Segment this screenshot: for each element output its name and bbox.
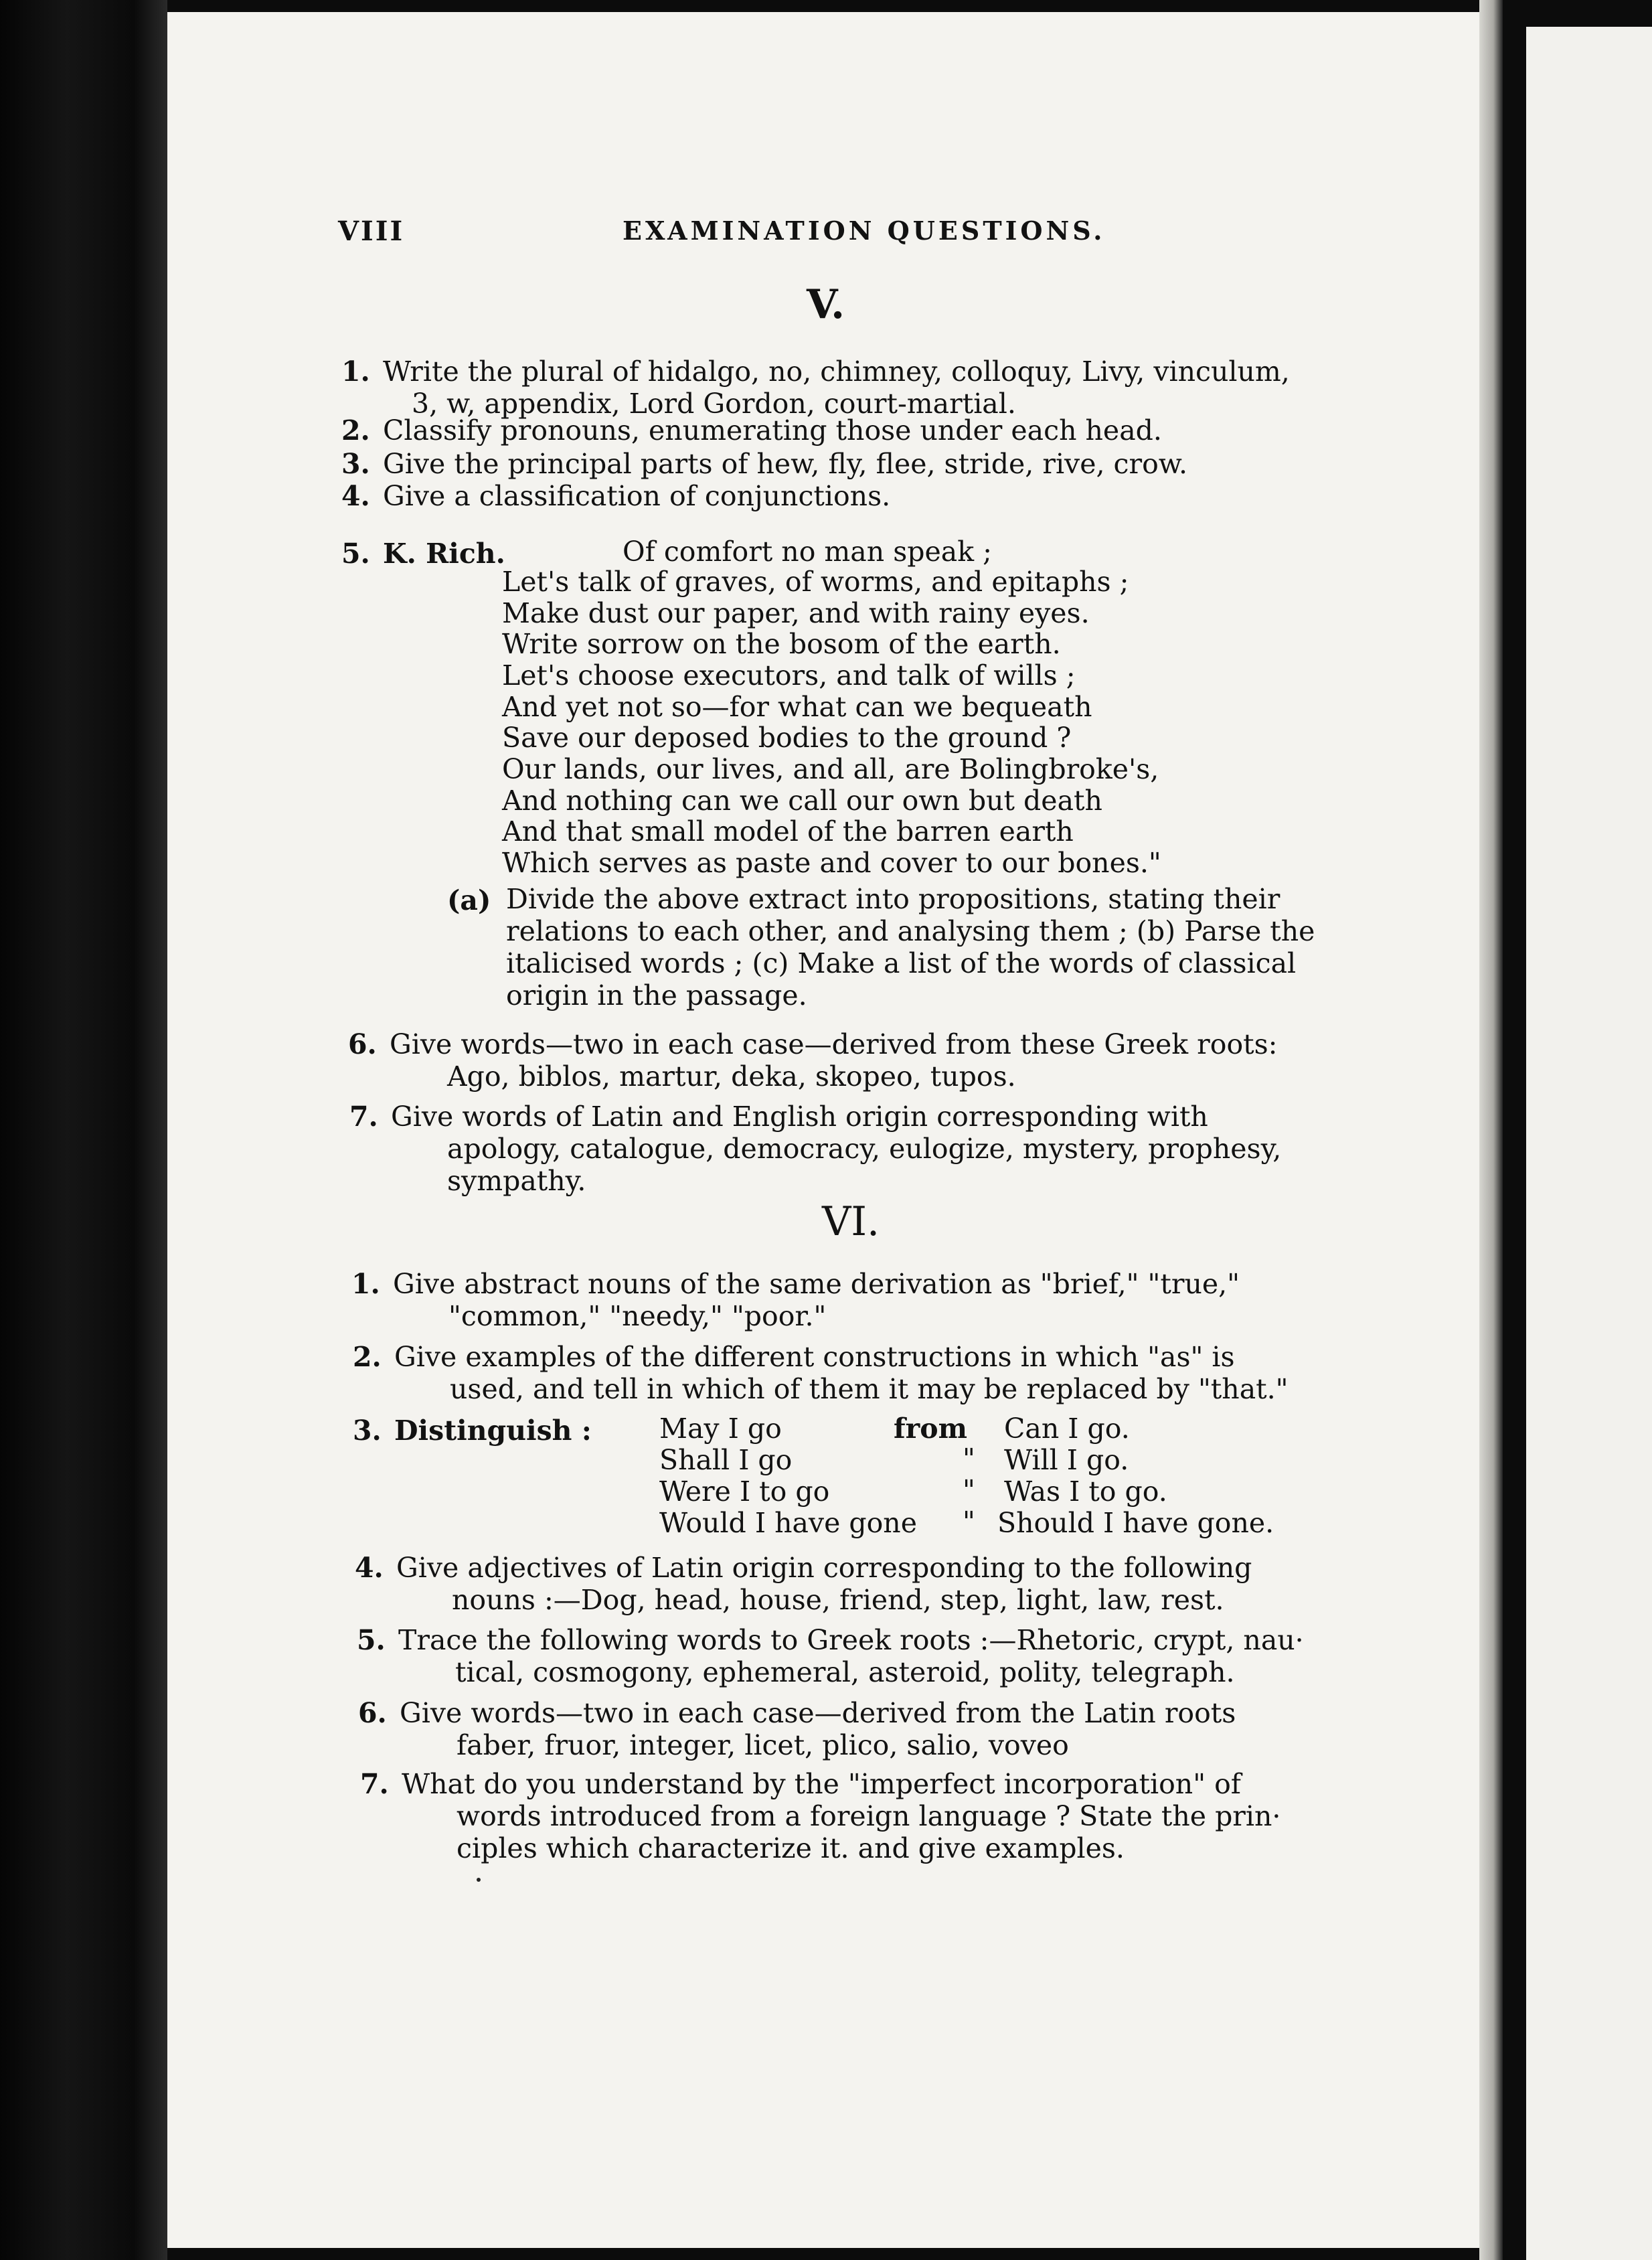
book-spine-shadow: [0, 0, 167, 2260]
question-text: Give examples of the different constructions in which "as" is: [394, 1341, 1235, 1373]
running-head: [338, 216, 1342, 256]
distinguish-right-2: Will I go.: [1004, 1444, 1129, 1476]
question-text: Give the principal parts of hew, fly, flee, stride, rive, crow.: [383, 448, 1188, 480]
quote-line-8: Our lands, our lives, and all, are Bolingbroke's,: [502, 753, 1159, 785]
question-text-continued: used, and tell in which of them it may be replaced by "that.": [450, 1373, 1289, 1405]
question-number: 6.: [358, 1697, 387, 1729]
question-number: 1.: [351, 1268, 380, 1300]
question-text: Give abstract nouns of the same derivation as "brief," "true,": [393, 1268, 1240, 1300]
subquestion-line-4: origin in the passage.: [506, 979, 807, 1012]
quote-line-2: Let's talk of graves, of worms, and epitaphs ;: [502, 566, 1129, 598]
question-number: 7.: [349, 1101, 378, 1133]
question-text-continued: sympathy.: [447, 1165, 586, 1197]
distinguish-left-2: Shall I go: [659, 1444, 793, 1476]
quote-line-3: Make dust our paper, and with rainy eyes.: [502, 597, 1090, 629]
subquestion-line-1: Divide the above extract into propositions, stating their: [506, 883, 1281, 915]
question-text-continued: "common," "needy," "poor.": [448, 1300, 827, 1332]
question-number: 1.: [341, 355, 370, 388]
question-text: Give words—two in each case—derived from these Greek roots:: [390, 1028, 1278, 1060]
question-number: 2.: [341, 414, 370, 447]
question-text-continued: words introduced from a foreign language ? State the prin·: [457, 1800, 1281, 1832]
distinguish-left-1: May I go: [659, 1412, 782, 1445]
page-title: EXAMINATION QUESTIONS.: [623, 216, 1106, 246]
question-number: 4.: [355, 1552, 384, 1584]
question-text: Write the plural of hidalgo, no, chimney, colloquy, Livy, vinculum,: [383, 355, 1290, 388]
distinguish-right-1: Can I go.: [1004, 1412, 1130, 1445]
quote-line-10: And that small model of the barren earth: [502, 815, 1074, 847]
question-text-continued: apology, catalogue, democracy, eulogize, mystery, prophesy,: [447, 1133, 1282, 1165]
section-heading-vi: VI.: [822, 1198, 880, 1245]
question-text: Give words of Latin and English origin corresponding with: [391, 1101, 1208, 1133]
question-text-continued: 3, w, appendix, Lord Gordon, court-martial.: [412, 388, 1016, 420]
question-text-continued: tical, cosmogony, ephemeral, asteroid, polity, telegraph.: [455, 1656, 1235, 1688]
subquestion-line-2: relations to each other, and analysing them ; (b) Parse the: [506, 915, 1315, 947]
quotation-source: K. Rich.: [383, 538, 505, 570]
quote-line-9: And nothing can we call our own but death: [502, 785, 1102, 817]
distinguish-right-3: Was I to go.: [1004, 1475, 1167, 1508]
question-number: 5.: [341, 538, 370, 570]
question-text: What do you understand by the "imperfect incorporation" of: [402, 1768, 1241, 1800]
question-number: 2.: [353, 1341, 382, 1373]
page-folio: VIII: [338, 216, 405, 247]
question-text-continued: faber, fruor, integer, licet, plico, salio, voveo: [457, 1729, 1069, 1761]
question-text-continued: ciples which characterize it. and give examples.: [457, 1832, 1125, 1864]
distinguish-from: from: [894, 1412, 967, 1445]
question-number: 7.: [360, 1768, 389, 1800]
quote-line-7: Save our deposed bodies to the ground ?: [502, 722, 1072, 754]
question-text: Give a classification of conjunctions.: [383, 480, 891, 512]
subquestion-line-3: italicised words ; (c) Make a list of the words of classical: [506, 947, 1297, 979]
question-text: Give words—two in each case—derived from the Latin roots: [400, 1697, 1236, 1729]
question-text: Classify pronouns, enumerating those under each head.: [383, 414, 1162, 447]
question-number: 3.: [353, 1415, 382, 1447]
question-number: 3.: [341, 448, 370, 480]
page-gutter: [1479, 0, 1503, 2260]
ink-speck: [477, 1878, 481, 1882]
quote-line-4: Write sorrow on the bosom of the earth.: [502, 628, 1061, 660]
distinguish-left-4: Would I have gone: [659, 1507, 917, 1539]
question-text-continued: Ago, biblos, martur, deka, skopeo, tupos.: [447, 1060, 1016, 1093]
question-number: 5.: [357, 1624, 386, 1656]
question-text: Trace the following words to Greek roots :—Rhetoric, crypt, nau·: [398, 1624, 1304, 1656]
quote-line-5: Let's choose executors, and talk of wills ;: [502, 659, 1076, 692]
section-heading-v: V.: [807, 281, 845, 328]
ditto-mark: ": [963, 1474, 975, 1506]
quote-line-6: And yet not so—for what can we bequeath: [502, 691, 1092, 723]
subquestion-label: (a): [447, 884, 491, 916]
distinguish-label: Distinguish :: [394, 1415, 592, 1447]
question-number: 6.: [348, 1028, 377, 1060]
quote-line-11: Which serves as paste and cover to our bones.": [502, 847, 1161, 879]
facing-page-edge: [1526, 27, 1652, 2260]
ditto-mark: ": [963, 1443, 975, 1475]
distinguish-left-3: Were I to go: [659, 1475, 830, 1508]
question-number: 4.: [341, 480, 370, 512]
question-text-continued: nouns :—Dog, head, house, friend, step, light, law, rest.: [452, 1584, 1224, 1616]
ditto-mark: ": [963, 1506, 975, 1538]
question-text: Give adjectives of Latin origin corresponding to the following: [396, 1552, 1252, 1584]
quote-line-1: Of comfort no man speak ;: [623, 536, 992, 568]
distinguish-right-4: Should I have gone.: [997, 1507, 1274, 1539]
